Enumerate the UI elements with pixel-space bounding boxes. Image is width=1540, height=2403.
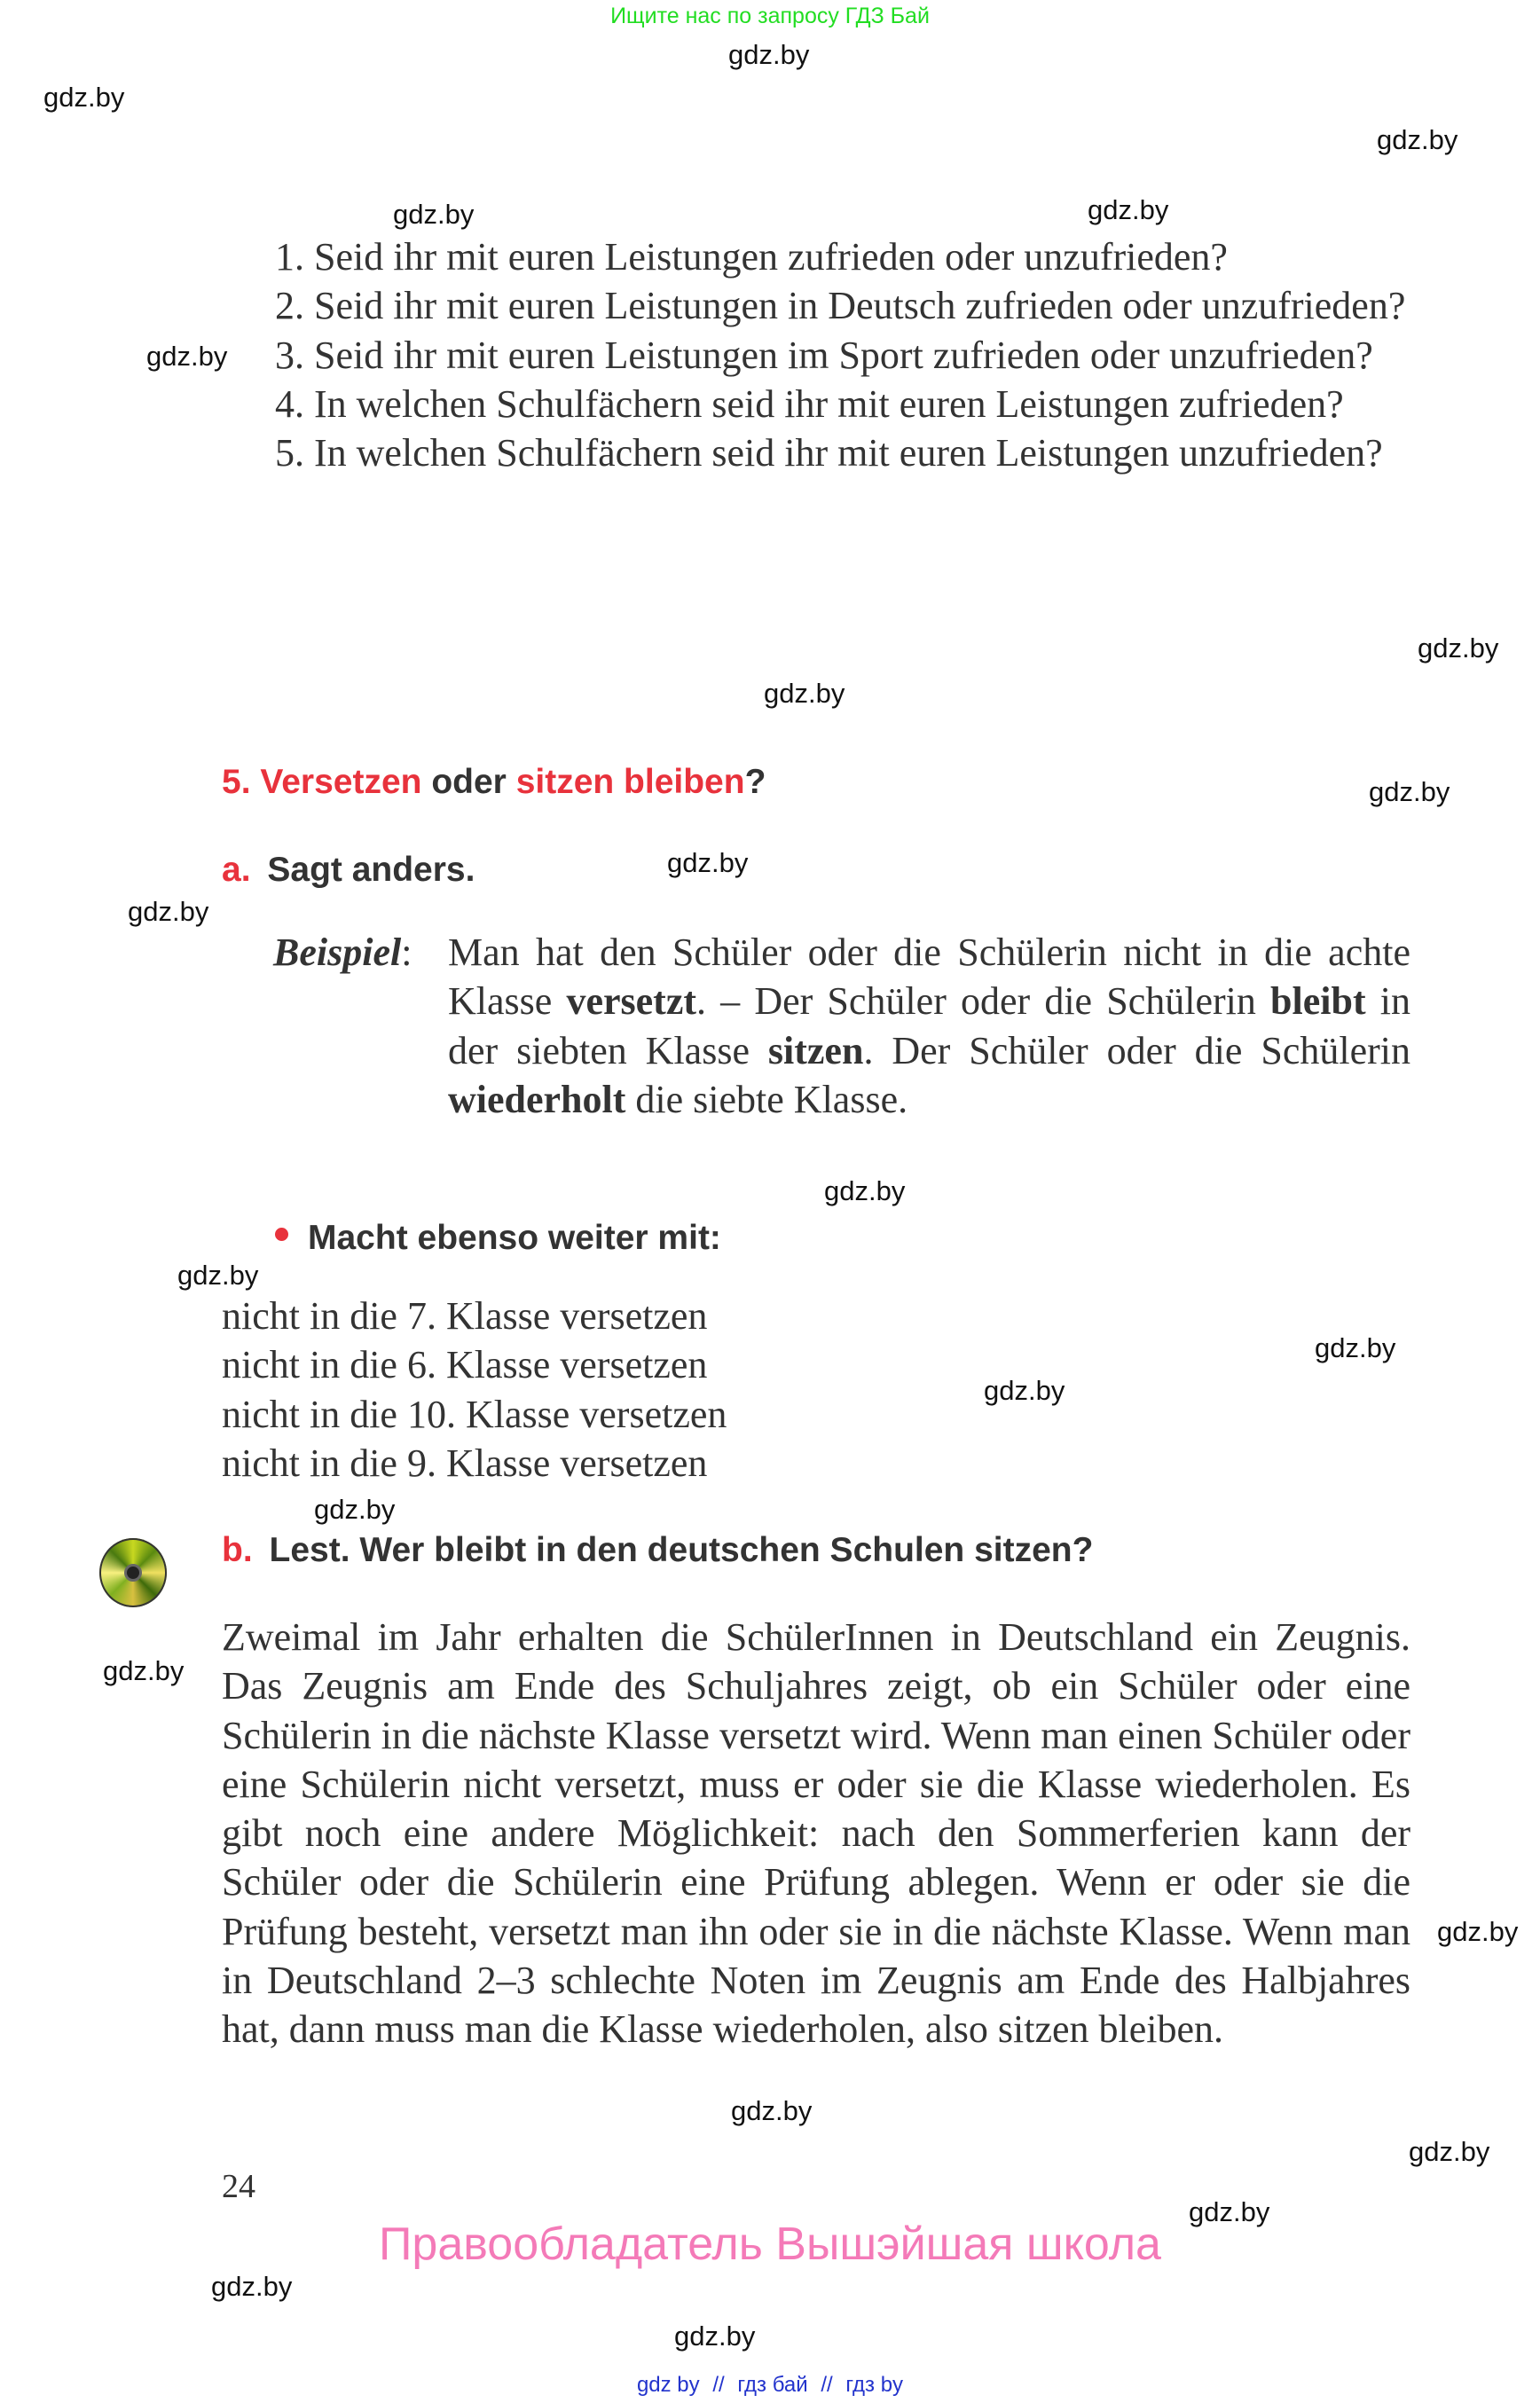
footer-separator: // [821,2373,833,2397]
watermark: gdz.by [1189,2196,1270,2227]
question-3: 3. Seid ihr mit euren Leistungen im Sport zufrieden oder unzufrieden? [275,333,1373,377]
watermark: gdz.by [1409,2136,1490,2167]
watermark: gdz.by [177,1260,259,1291]
section-number: 5. [222,763,251,801]
reading-text: Zweimal im Jahr erhalten die SchülerInnen in Deutschland ein Zeugnis. Das Zeugnis am Ende des Schuljahres zeigt, ob ein Schüler oder eine Schülerin in die nächste Klasse versetzt wird. Wenn man einen Schüler oder eine Schülerin nicht versetzt, muss er oder sie die Klasse wiederholen. Es gibt noch eine andere Möglichkeit: nach den Sommerferien kann der Schüler oder die Schülerin eine Prüfung ablegen. Wenn er oder sie die Prüfung besteht, versetzt man ihn oder sie in die nächste Klasse. Wenn man in Deutschland 2–3 schlechte Noten im Zeugnis am Ende des Halbjahres hat, dann muss man die Klasse wiederholen, also sitzen bleiben. [222,1615,1410,2052]
example-part: Man hat den Schüler oder die Schülerin nicht in die achte Klasse [448,931,1410,1024]
example-block [222,928,1410,1121]
watermark: gdz.by [1418,632,1499,664]
page-number: 24 [222,2168,255,2205]
heading-oder: oder [431,763,507,801]
watermark: gdz.by [393,199,475,230]
phrase-item: nicht in die 9. Klasse versetzen [222,1441,708,1485]
watermark: gdz.by [667,847,749,878]
phrase-item: nicht in die 6. Klasse versetzen [222,1343,708,1387]
watermark: gdz.by [824,1175,906,1206]
watermark: gdz.by [1088,194,1169,225]
example-part: die siebte Klasse. [625,1077,908,1121]
copyright-notice: Правообладатель Вышэйшая школа [379,2218,1161,2271]
footer-link[interactable]: гдз бай [737,2373,808,2397]
example-bold: bleibt [1270,979,1366,1024]
bullet-dot-icon [275,1228,288,1241]
footer-link[interactable]: gdz by [636,2373,700,2397]
task-a-heading [222,851,475,890]
watermark: gdz.by [731,2095,813,2126]
example-part: . – Der Schüler oder die Schülerin [696,979,1271,1024]
watermark: gdz.by [1377,124,1458,155]
bullet-instruction [275,1219,721,1258]
example-bold: sitzen [767,1028,864,1072]
question-1: 1. Seid ihr mit euren Leistungen zufrieden oder unzufrieden? [275,235,1228,279]
bullet-text: Macht ebenso weiter mit: [308,1219,721,1257]
task-b-heading [222,1531,1093,1570]
task-b-header [99,1531,1430,1607]
search-hint: Ищите нас по запросу ГДЗ Бай [610,4,930,28]
questions-list [222,232,1410,477]
phrase-item: nicht in die 7. Klasse versetzen [222,1294,708,1338]
watermark: gdz.by [1315,1332,1396,1363]
watermark: gdz.by [43,82,125,113]
question-5: 5. In welchen Schulfächern seid ihr mit euren Leistungen unzufrieden? [275,431,1383,475]
example-label-text: Beispiel [273,931,402,974]
watermark: gdz.by [128,896,209,927]
example-label [273,928,412,977]
watermark: gdz.by [211,2271,293,2302]
cd-hole [124,1564,142,1582]
watermark: gdz.by [984,1375,1065,1406]
task-a-title: Sagt anders. [267,851,475,889]
watermark: gdz.by [146,341,228,372]
footer-link[interactable]: гдз by [845,2373,904,2397]
example-bold: versetzt [566,979,697,1024]
question-4: 4. In welchen Schulfächern seid ihr mit euren Leistungen zufrieden? [275,381,1344,426]
example-text [448,928,1410,1124]
task-a-letter: a. [222,851,251,889]
example-bold: wiederholt [448,1077,626,1121]
task-b-letter: b. [222,1531,253,1569]
watermark: gdz.by [1369,776,1450,807]
watermark: gdz.by [1437,1916,1519,1947]
phrase-item: nicht in die 10. Klasse versetzen [222,1392,727,1436]
heading-word-2: sitzen bleiben [515,763,745,801]
footer-links [0,2372,1540,2399]
heading-qmark: ? [744,763,766,801]
audio-cd-icon[interactable] [99,1538,167,1607]
heading-word-1: Versetzen [260,763,422,801]
question-2: 2. Seid ihr mit euren Leistungen in Deutsch zufrieden oder unzufrieden? [275,284,1406,328]
watermark: gdz.by [728,39,810,70]
footer-separator: // [712,2373,725,2397]
watermark: gdz.by [314,1494,396,1525]
watermark: gdz.by [674,2321,756,2352]
example-colon: : [401,931,412,974]
watermark: gdz.by [103,1655,185,1686]
task-b-title: Lest. Wer bleibt in den deutschen Schulen sitzen? [269,1531,1094,1569]
phrase-list [222,1292,727,1488]
watermark: gdz.by [764,678,845,709]
example-part: . Der Schüler oder die Schülerin [863,1028,1410,1072]
section-heading [222,763,766,802]
example-part: in der siebten Klasse [448,979,1410,1072]
